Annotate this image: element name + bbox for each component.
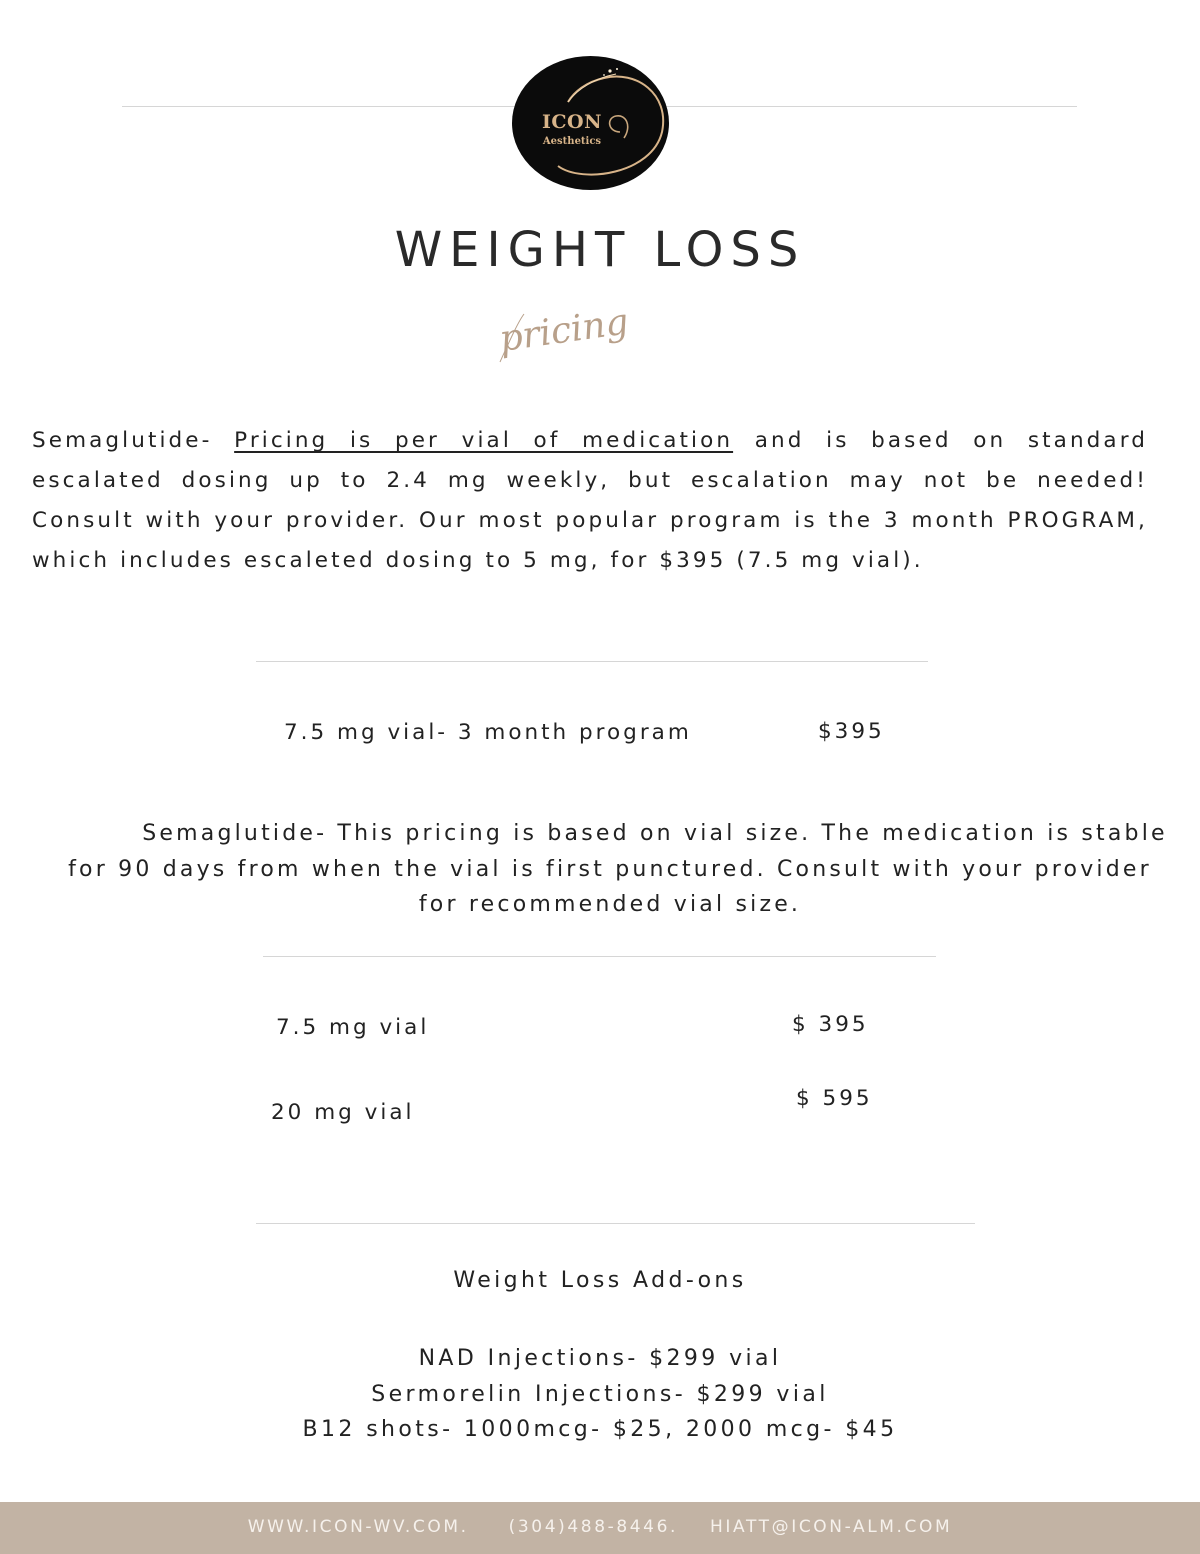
pricing-script-word bbox=[490, 300, 670, 372]
footer-website-link[interactable]: WWW.ICON-WV.COM. bbox=[247, 1517, 469, 1537]
addons-title: Weight Loss Add-ons bbox=[453, 1268, 747, 1293]
desc-line-2: for 90 days from when the vial is first punctured. Consult with your provider bbox=[68, 856, 1152, 882]
intro-paragraph bbox=[32, 421, 1148, 581]
intro-rest: and is based on standard escalated dosing up to 2.4 mg weekly, but escalation may not be needed! Consult with your provider. Our most popular program is the 3 month PROGRAM, which includes escaleted dosing to 5 mg, for $395 (7.5 mg vial). bbox=[32, 428, 1149, 573]
addon-item-nad: NAD Injections- $299 vial bbox=[418, 1346, 782, 1371]
page-title bbox=[0, 222, 1200, 278]
divider-vials bbox=[263, 956, 936, 957]
desc-line-1: Semaglutide- This pricing is based on vial size. The medication is stable bbox=[142, 821, 1168, 846]
intro-lead: Semaglutide- bbox=[32, 428, 235, 453]
icon-aesthetics-logo bbox=[512, 56, 669, 190]
divider-program bbox=[256, 661, 928, 662]
program-label: 7.5 mg vial- 3 month program bbox=[284, 720, 692, 745]
desc-line-3: for recommended vial size. bbox=[418, 892, 802, 917]
vial-description bbox=[40, 816, 1180, 923]
addons-list bbox=[0, 1341, 1200, 1448]
program-price: $395 bbox=[818, 719, 885, 744]
footer-email-link[interactable]: HIATT@ICON-ALM.COM bbox=[710, 1517, 953, 1537]
logo-name: ICON bbox=[542, 111, 602, 133]
addon-item-b12: B12 shots- 1000mcg- $25, 2000 mcg- $45 bbox=[302, 1417, 898, 1442]
intro-underlined: Pricing is per vial of medication bbox=[234, 428, 734, 453]
page-title-text: WEIGHT LOSS bbox=[394, 222, 806, 278]
pricing-script-text: pricing bbox=[496, 301, 632, 361]
vial-label-1: 7.5 mg vial bbox=[276, 1015, 430, 1040]
vial-label-2: 20 mg vial bbox=[271, 1100, 415, 1125]
vial-price-2: $ 595 bbox=[796, 1086, 873, 1111]
footer-phone-link[interactable]: (304)488-8446. bbox=[508, 1517, 679, 1537]
vial-price-1: $ 395 bbox=[792, 1012, 869, 1037]
addon-item-sermorelin: Sermorelin Injections- $299 vial bbox=[371, 1381, 829, 1407]
footer-bar bbox=[0, 1502, 1200, 1554]
footer-contact-line bbox=[0, 1517, 1200, 1537]
divider-addons bbox=[256, 1223, 975, 1224]
logo-subtitle: Aesthetics bbox=[542, 136, 602, 147]
